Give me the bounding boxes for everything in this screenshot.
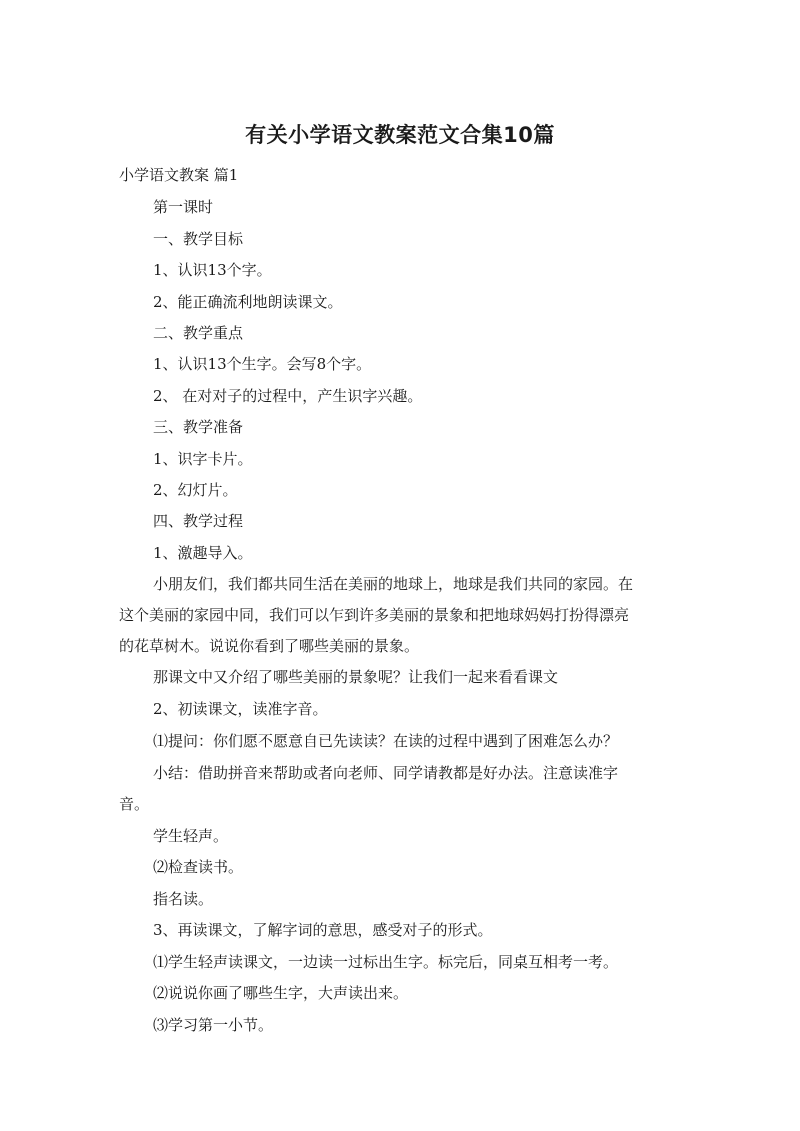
section-heading: 小学语文教案 篇1 bbox=[119, 166, 239, 184]
text-line: 小结：借助拼音来帮助或者向老师、同学请教都是好办法。注意读准字 bbox=[153, 764, 619, 782]
text-line: 1、识字卡片。 bbox=[153, 450, 253, 468]
text-line: 2、 在对对子的过程中，产生识字兴趣。 bbox=[153, 387, 423, 405]
text-line: 音。 bbox=[119, 795, 150, 813]
text-line: ⑵说说你画了哪些生字，大声读出来。 bbox=[153, 984, 409, 1002]
text-line: 这个美丽的家园中同，我们可以乍到许多美丽的景象和把地球妈妈打扮得漂亮 bbox=[119, 606, 630, 624]
text-line: 1、激趣导入。 bbox=[153, 544, 253, 562]
text-line: ⑶学习第一小节。 bbox=[153, 1016, 274, 1034]
text-line: 四、教学过程 bbox=[153, 512, 244, 530]
text-line: ⑴学生轻声读课文，一边读一过标出生字。标完后，同桌互相考一考。 bbox=[153, 953, 619, 971]
text-line: 1、认识13个生字。会写8个字。 bbox=[153, 355, 372, 373]
text-line: 那课文中又介绍了哪些美丽的景象呢？让我们一起来看看课文 bbox=[153, 668, 559, 686]
text-line: 3、再读课文，了解字词的意思，感受对子的形式。 bbox=[153, 921, 493, 939]
text-line: 一、教学目标 bbox=[153, 230, 244, 248]
text-line: 小朋友们，我们都共同生活在美丽的地球上，地球是我们共同的家园。在 bbox=[153, 575, 634, 593]
text-line: 2、能正确流利地朗读课文。 bbox=[153, 293, 343, 311]
text-line: 二、教学重点 bbox=[153, 324, 244, 342]
text-line: 1、认识13个字。 bbox=[153, 261, 272, 279]
document-title: 有关小学语文教案范文合集10篇 bbox=[245, 123, 555, 147]
text-line: 三、教学准备 bbox=[153, 418, 244, 436]
text-line: ⑴提问：你们愿不愿意自已先读读？在读的过程中遇到了困难怎么办？ bbox=[153, 732, 619, 750]
text-line: ⑵检查读书。 bbox=[153, 858, 244, 876]
text-line: 的花草树木。说说你看到了哪些美丽的景象。 bbox=[119, 637, 420, 655]
text-line: 2、幻灯片。 bbox=[153, 481, 238, 499]
text-line: 学生轻声。 bbox=[153, 827, 229, 845]
text-line: 2、初读课文，读准字音。 bbox=[153, 700, 328, 718]
text-line: 指名读。 bbox=[153, 890, 214, 908]
text-line: 第一课时 bbox=[153, 198, 214, 216]
